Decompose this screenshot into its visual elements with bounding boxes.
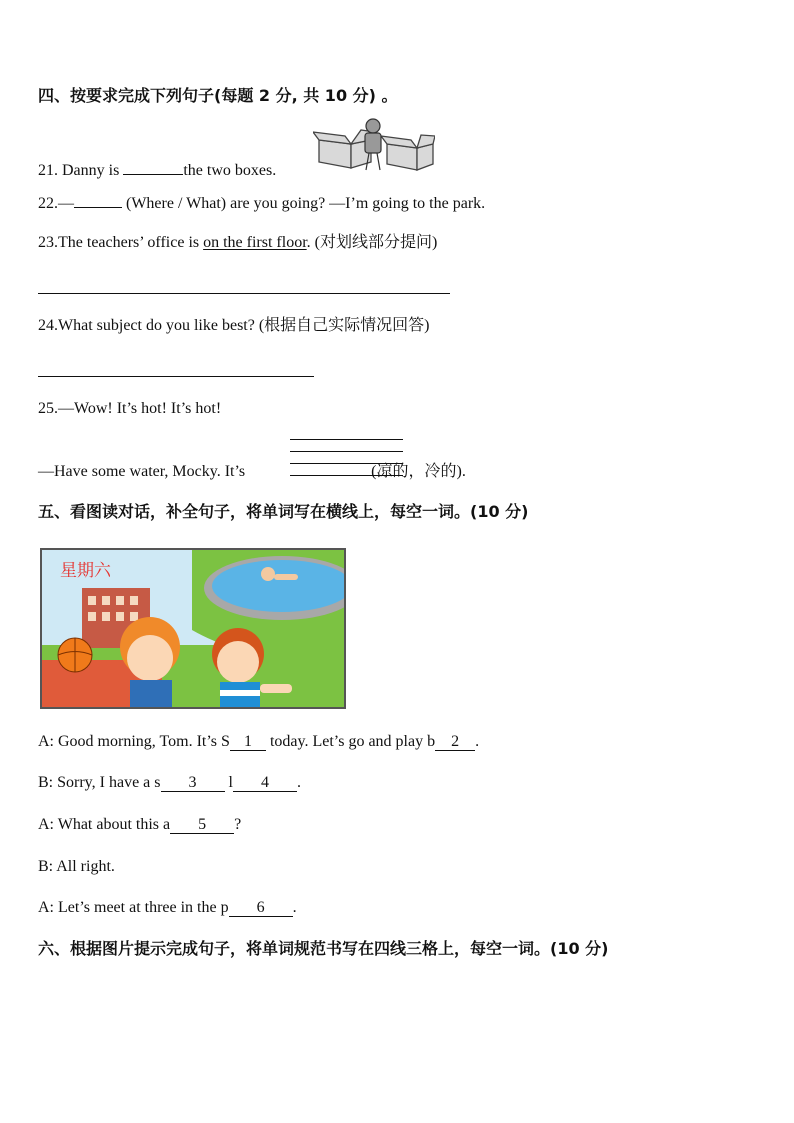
dialogue-line-5: A: Let’s meet at three in the p 6 . [38, 899, 297, 916]
question-24: 24.What subject do you like best? (根据自己实际情况回答) [38, 317, 430, 334]
day-label: 星期六 [60, 561, 111, 581]
answer-blank-3[interactable]: 3 [161, 774, 225, 792]
question-25-line2: —Have some water, Mocky. It’s (凉的，冷的). [38, 463, 466, 480]
dialogue-line-1: A: Good morning, Tom. It’s S 1 today. Let’s go and play b 2 . [38, 733, 480, 750]
answer-line-23[interactable] [38, 293, 450, 294]
boxes-illustration [313, 118, 435, 176]
answer-blank-6[interactable]: 6 [229, 899, 293, 917]
section5-heading: 五、看图读对话，补全句子，将单词写在横线上，每空一词。(10 分) [38, 502, 529, 521]
question-21: 21. Danny is the two boxes. [38, 158, 276, 181]
answer-blank-5[interactable]: 5 [170, 816, 234, 834]
dialogue-line-3: A: What about this a 5 ? [38, 816, 242, 833]
dialogue-line-2: B: Sorry, I have a s 3 l 4 . [38, 774, 301, 791]
answer-blank-2[interactable]: 2 [435, 733, 475, 751]
dialogue-line-4: B: All right. [38, 858, 115, 875]
answer-blank-21[interactable] [123, 158, 183, 175]
dialogue-picture [40, 548, 346, 709]
section6-heading: 六、根据图片提示完成句子，将单词规范书写在四线三格上，每空一词。(10 分) [38, 939, 609, 958]
answer-line-24[interactable] [38, 376, 314, 377]
answer-blank-1[interactable]: 1 [230, 733, 266, 751]
question-23: 23.The teachers’ office is on the first floor. (对划线部分提问) [38, 234, 438, 251]
question-25-line1: 25.—Wow! It’s hot! It’s hot! [38, 400, 222, 417]
answer-blank-4[interactable]: 4 [233, 774, 297, 792]
answer-blank-22[interactable] [74, 191, 122, 208]
underlined-phrase: on the first floor [203, 234, 307, 251]
section4-heading: 四、按要求完成下列句子(每题 2 分, 共 10 分) 。 [38, 86, 398, 105]
question-22: 22.— (Where / What) are you going? —I’m going to the park. [38, 191, 485, 214]
